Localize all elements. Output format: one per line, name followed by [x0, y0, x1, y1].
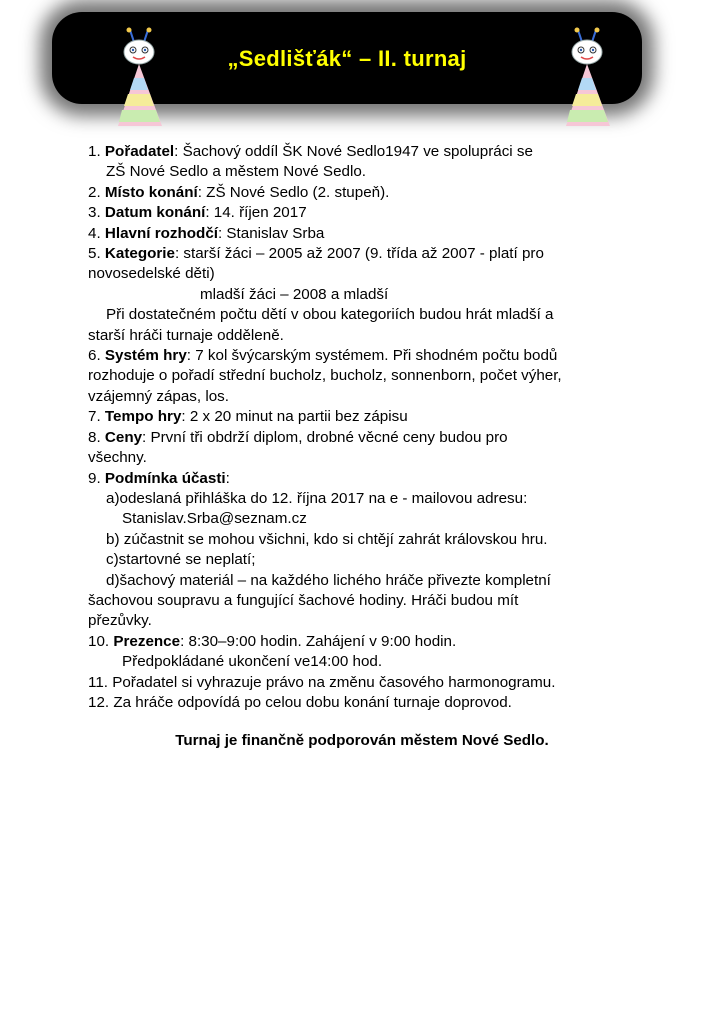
- list-item-category: 5. Kategorie: starší žáci – 2005 až 2007 (9. třída až 2007 - platí pro: [88, 245, 544, 263]
- list-item-continuation: Předpokládané ukončení ve14:00 hod.: [122, 653, 383, 671]
- list-item-continuation: vzájemný zápas, los.: [88, 387, 229, 405]
- list-item-continuation: rozhoduje o pořadí střední bucholz, bucholz, sonnenborn, počet výher,: [88, 367, 562, 385]
- rules-list: [88, 142, 648, 713]
- list-item-game-system: 6. Systém hry: 7 kol švýcarským systémem. Při shodném počtu bodů: [88, 347, 558, 365]
- tournament-title: „Sedlišťák“ – II. turnaj: [227, 46, 467, 71]
- list-item-registration: 10. Prezence: 8:30–9:00 hodin. Zahájení v 9:00 hodin.: [88, 632, 457, 650]
- mascot-drawing-left: [108, 26, 170, 130]
- list-item-continuation: přezůvky.: [88, 612, 152, 630]
- item-label: Podmínka účasti: [104, 469, 226, 487]
- list-item-subcategory: mladší žáci – 2008 a mladší: [200, 285, 389, 303]
- list-item-continuation: ZŠ Nové Sedlo a městem Nové Sedlo.: [106, 163, 366, 181]
- item-label: Tempo hry: [104, 408, 182, 426]
- condition-a: a)odeslaná přihláška do 12. října 2017 na e - mailovou adresu:: [106, 489, 528, 507]
- list-item-schedule-change: 11. Pořadatel si vyhrazuje právo na změnu časového harmonogramu.: [88, 673, 556, 691]
- condition-d: d)šachový materiál – na každého lichého hráče přivezte kompletní: [106, 571, 551, 589]
- list-item-participation: 9. Podmínka účasti:: [88, 469, 230, 487]
- mascot-drawing-right: [556, 26, 618, 130]
- list-item-chief-arbiter: 4. Hlavní rozhodčí: Stanislav Srba: [88, 224, 325, 242]
- list-item-time-control: 7. Tempo hry: 2 x 20 minut na partii bez zápisu: [88, 408, 408, 426]
- sponsor-note: Turnaj je finančně podporován městem Nové Sedlo.: [175, 732, 549, 749]
- condition-c: c)startovné se neplatí;: [106, 551, 256, 569]
- condition-b: b) zúčastnit se mohou všichni, kdo si chtějí zahrát královskou hru.: [106, 530, 548, 548]
- list-item-continuation: novosedelské děti): [88, 265, 215, 283]
- list-item-continuation: šachovou soupravu a fungující šachové hodiny. Hráči budou mít: [88, 591, 519, 609]
- item-label: Ceny: [104, 428, 143, 446]
- list-item-continuation: všechny.: [88, 449, 147, 467]
- list-item-venue: 2. Místo konání: ZŠ Nové Sedlo (2. stupeň).: [88, 183, 390, 201]
- list-item-note: Při dostatečném počtu dětí v obou kategoriích budou hrát mladší a: [106, 306, 554, 324]
- contact-email: Stanislav.Srba@seznam.cz: [122, 510, 307, 528]
- list-item-supervision: 12. Za hráče odpovídá po celou dobu konání turnaje doprovod.: [88, 693, 512, 711]
- item-label: Pořadatel: [104, 143, 175, 160]
- list-item-note: starší hráči turnaje odděleně.: [88, 326, 284, 344]
- list-item-prizes: 8. Ceny: První tři obdrží diplom, drobné věcné ceny budou pro: [88, 428, 508, 446]
- item-label: Systém hry: [104, 347, 187, 365]
- item-label: Hlavní rozhodčí: [104, 224, 218, 242]
- list-item-date: 3. Datum konání: 14. říjen 2017: [88, 204, 307, 222]
- item-label: Místo konání: [104, 183, 198, 201]
- item-label: Kategorie: [104, 245, 175, 263]
- item-label: Datum konání: [104, 204, 206, 222]
- list-item-organizer: 1. Pořadatel: Šachový oddíl ŠK Nové Sedlo1947 ve spolupráci se: [88, 143, 533, 160]
- item-label: Prezence: [113, 632, 181, 650]
